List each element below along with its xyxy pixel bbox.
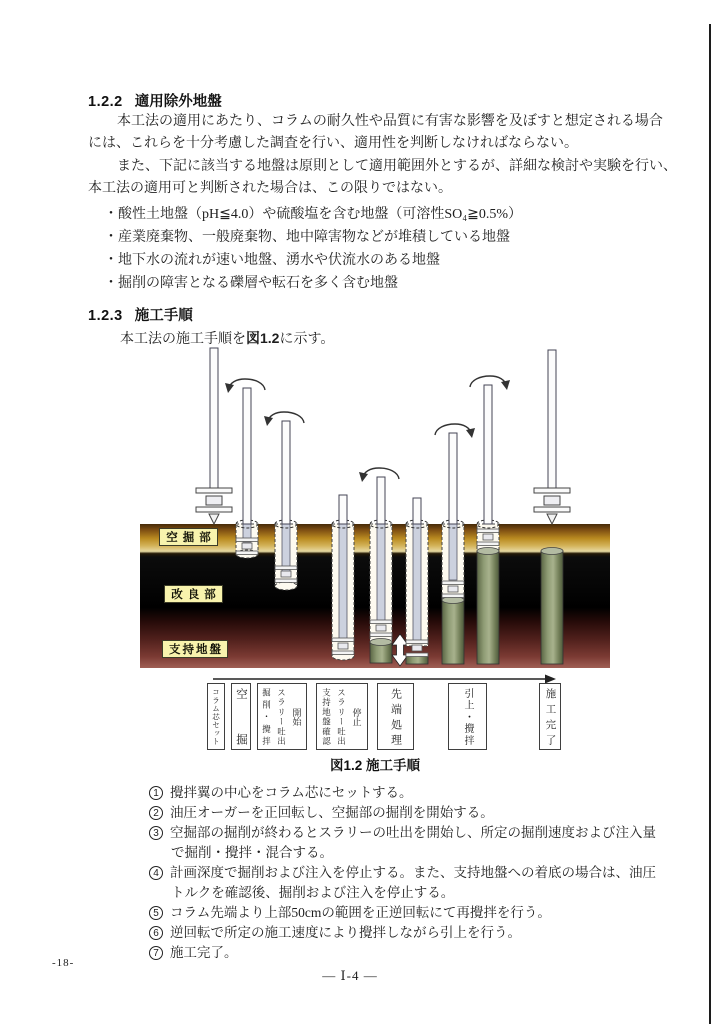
- procedure-text: 逆回転で所定の施工速度により攪拌しながら引上を行う。: [170, 925, 521, 940]
- bullet-item: ・酸性土地盤（pH≦4.0）や硫酸塩を含む地盤（可溶性SO₄≧0.5%）: [104, 207, 523, 222]
- step-label: コラム芯セット: [211, 688, 221, 745]
- procedure-item: [149, 823, 669, 843]
- intro-figure-ref: 図1.2: [246, 330, 280, 346]
- procedure-item-continuation: [149, 883, 669, 903]
- layer-label-kairyobu: 改良部: [164, 585, 223, 603]
- step-box-5: [377, 683, 414, 750]
- procedure-text: 油圧オーガーを正回転し、空掘部の掘削を開始する。: [170, 805, 494, 820]
- paragraph-line: 本工法の適用にあたり、コラムの耐久性や品質に有害な影響を及ぼすと想定される場合: [117, 114, 663, 129]
- step-label: 空掘: [235, 688, 247, 745]
- procedure-item: [149, 943, 669, 963]
- procedure-text: で掘削・攪拌・混合する。: [171, 845, 333, 860]
- step-label: スラリー吐出: [276, 688, 287, 745]
- procedure-item: [149, 863, 669, 883]
- procedure-item: [149, 783, 669, 803]
- section-123-title: 施工手順: [134, 308, 193, 324]
- procedure-text: 施工完了。: [170, 945, 238, 960]
- section-122-title: 適用除外地盤: [134, 94, 222, 110]
- step-box-3: [257, 683, 307, 750]
- step-box-2: [231, 683, 251, 750]
- procedure-item: [149, 923, 669, 943]
- circled-number: 1: [149, 786, 163, 800]
- bullet-item: ・掘削の障害となる礫層や転石を多く含む地盤: [104, 276, 398, 291]
- layer-label-kudoribu: 空掘部: [159, 528, 218, 546]
- figure-caption: 図1.2 施工手順: [329, 758, 421, 773]
- step-label: スラリー吐出: [336, 688, 347, 745]
- circled-number: 7: [149, 946, 163, 960]
- circled-number: 4: [149, 866, 163, 880]
- procedure-list: [149, 783, 669, 963]
- paragraph-line: 本工法の適用可と判断された場合は、この限りではない。: [88, 181, 452, 197]
- rig-6-remixing: [406, 498, 428, 664]
- procedure-text: 空掘部の掘削が終わるとスラリーの吐出を開始し、所定の掘削速度および注入量: [170, 825, 656, 840]
- procedure-text: コラム先端より上部50cmの範囲を正逆回転にて再攪拌を行う。: [170, 905, 551, 920]
- step-label: 引上・攪拌: [462, 688, 473, 745]
- step-label: 開始: [291, 707, 302, 726]
- intro-prefix: 本工法の施工手順を: [120, 332, 246, 347]
- step-label: 停止: [351, 707, 362, 726]
- step-label: 施工完了: [544, 688, 556, 745]
- circled-number: 2: [149, 806, 163, 820]
- step-label: 先端処理: [389, 688, 402, 745]
- circled-number: 6: [149, 926, 163, 940]
- procedure-item: [149, 903, 669, 923]
- rig-1-set: [196, 348, 232, 524]
- page-number-left: -18-: [52, 957, 75, 969]
- circled-number: 3: [149, 826, 163, 840]
- step-box-4: [316, 683, 368, 750]
- procedure-item-continuation: [149, 843, 669, 863]
- layer-label-shiji-jiban: 支持地盤: [162, 640, 228, 658]
- paragraph-line: には、これらを十分考慮した調査を行い、適用性を判断しなければならない。: [88, 136, 578, 152]
- excluded-ground-list: [104, 203, 664, 295]
- procedure-item: [149, 803, 669, 823]
- procedure-text: 攪拌翼の中心をコラム芯にセットする。: [170, 785, 413, 800]
- scan-edge-line: [709, 24, 711, 1024]
- section-122-number: 1.2.2: [88, 94, 123, 110]
- paragraph-line: また、下記に該当する地盤は原則として適用範囲外とするが、詳細な検討や実験を行い、: [117, 158, 677, 174]
- section-123-heading: [88, 304, 193, 325]
- section-123-number: 1.2.3: [88, 308, 123, 324]
- procedure-text: 計画深度で掘削および注入を停止する。また、支持地盤への着底の場合は、油圧: [170, 865, 656, 880]
- step-box-6: [448, 683, 487, 750]
- section-122-heading: [88, 90, 222, 111]
- circled-number: 5: [149, 906, 163, 920]
- bullet-item: ・産業廃棄物、一般廃棄物、地中障害物などが堆積している地盤: [104, 230, 510, 245]
- step-label: 掘削・攪拌: [261, 688, 272, 745]
- step-box-1: [207, 683, 225, 750]
- step-label: 支持地盤確認: [321, 688, 332, 745]
- intro-suffix: に示す。: [279, 332, 335, 347]
- section-122-paragraphs: [88, 111, 677, 201]
- rig-4-at-depth: [332, 495, 354, 660]
- construction-sequence-figure: [140, 344, 618, 690]
- page-number-center: ― Ⅰ-4 ―: [322, 968, 378, 983]
- procedure-text: トルクを確認後、掘削および注入を停止する。: [171, 885, 455, 900]
- bullet-item: ・地下水の流れが速い地盤、湧水や伏流水のある地盤: [104, 253, 440, 268]
- step-box-7: [539, 683, 561, 750]
